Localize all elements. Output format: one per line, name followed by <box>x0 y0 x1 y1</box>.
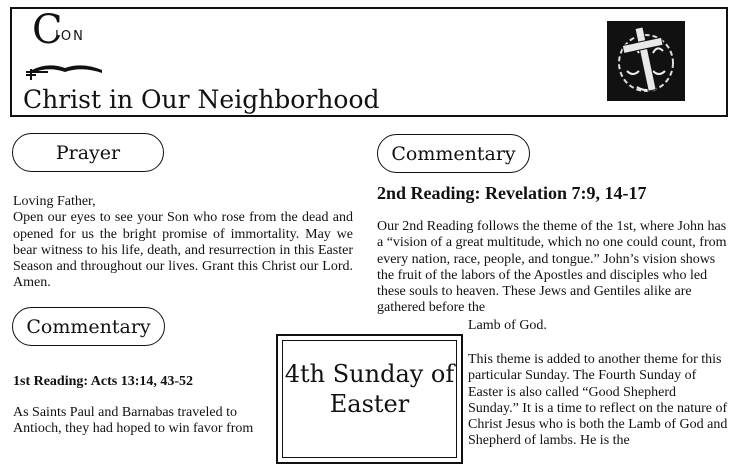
cross-lily-emblem <box>607 21 685 101</box>
open-book-logo-icon <box>24 60 106 82</box>
logo-ion-text: ION <box>55 29 85 44</box>
site-title: Christ in Our Neighborhood <box>23 85 380 114</box>
sunday-title-line1: 4th Sunday of <box>284 360 455 388</box>
sunday-title-line2: Easter <box>329 390 410 418</box>
first-reading-title: 1st Reading: Acts 13:14, 43-52 <box>13 374 194 389</box>
second-reading-title: 2nd Reading: Revelation 7:9, 14-17 <box>377 183 647 203</box>
sunday-title <box>282 340 457 458</box>
prayer-heading: Prayer <box>12 133 164 172</box>
cross-icon <box>607 21 685 101</box>
sunday-title-box <box>276 334 463 464</box>
commentary-heading-left: Commentary <box>12 307 165 346</box>
first-reading-commentary: As Saints Paul and Barnabas traveled to Antioch, they had hoped to win favor from <box>13 405 254 437</box>
second-reading-commentary-cont: Lamb of God. <box>468 318 547 333</box>
second-reading-commentary: Our 2nd Reading follows the theme of the 1st, where John has a “vision of a great multitude, which no one could count, from every nation, race, people, and tongue.” John’s vision shows the fruit of the labors of the Apostles and disciples who led these souls to heaven. These Jews and Gentiles alike are gathered before the <box>377 219 727 316</box>
good-shepherd-commentary: This theme is added to another theme for this particular Sunday. The Fourth Sunday of Easter is also called “Good Shepherd Sunday.” It is a time to reflect on the nature of Christ Jesus who is both the Lamb of God and Shepherd of lambs. He is the <box>468 352 728 449</box>
prayer-text <box>13 194 353 292</box>
logo-letter-c: C <box>32 7 63 53</box>
commentary-heading-right: Commentary <box>377 134 530 173</box>
prayer-body: Open our eyes to see your Son who rose from the dead and opened for us the bright promise of immortality. May we bear witness to his life, death, and resurrection in this Easter Season and throughout our lives. Grant this Christ our Lord. Amen. <box>13 210 353 291</box>
prayer-salutation: Loving Father, <box>13 194 96 209</box>
